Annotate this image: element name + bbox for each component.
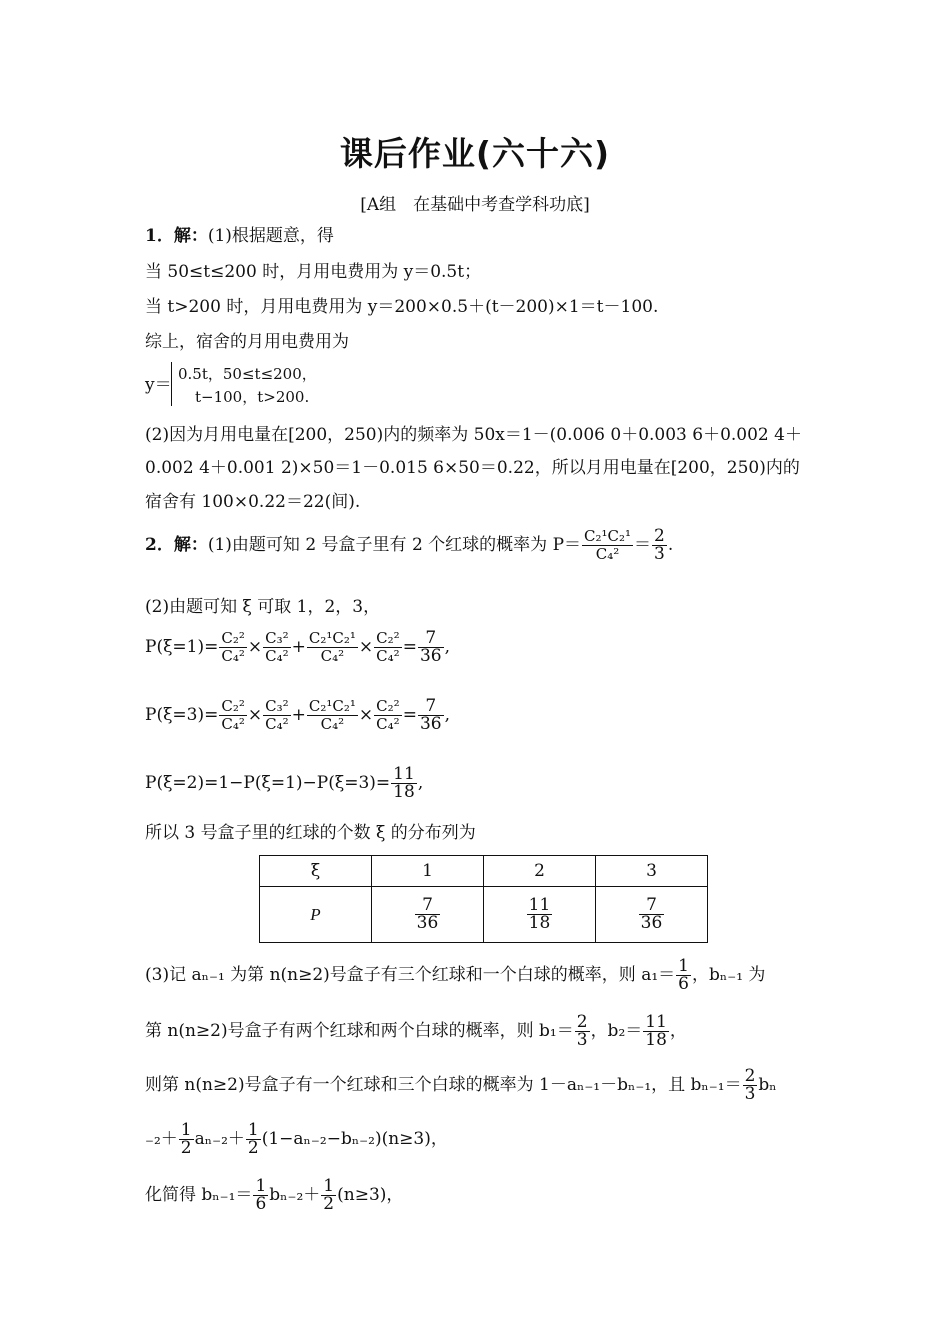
problem-2-line-1: 2．解：(1)由题可知 2 号盒子里有 2 个红球的概率为 P＝ $\frac{\text{C₂¹C₂¹}}{\text{C₄²}}$ ＝ $\frac{2}{3}$ .	[145, 526, 674, 564]
table-cell: $\frac{7}{36}$	[372, 887, 484, 943]
section-subtitle: [A组 在基础中考查学科功底]	[360, 195, 590, 215]
piecewise-y-label: y＝	[145, 375, 172, 395]
distribution-intro: 所以 3 号盒子里的红球的个数 ξ 的分布列为	[145, 823, 476, 843]
table-header-cell: ξ	[260, 856, 372, 887]
table-header-row	[260, 856, 708, 887]
piecewise-case-2: t−100，t>200.	[195, 388, 310, 406]
prob-xi-2: P(ξ=2)=1−P(ξ=1)−P(ξ=3)= $\frac{11}{18}$ ,	[145, 764, 424, 802]
part-3-line-4: ₋₂＋ $\frac{1}{2}$ aₙ₋₂＋ $\frac{1}{2}$ (1−aₙ₋₂−bₙ₋₂)(n≥3)，	[145, 1120, 448, 1158]
table-header-cell: 3	[596, 856, 708, 887]
problem-1-line-1	[145, 224, 334, 248]
prob-xi-1: P(ξ=1)= $\frac{\text{C₂²}}{\text{C₄²}}$ × $\frac{\text{C₃²}}{\text{C₄²}}$ + $\frac{\text{C₂¹C₂¹}}{\text{C₄²}}$ × $\frac{\text{C₂²}}{\text{C₄²}}$ = $\frac{7}{36}$ ,	[145, 628, 450, 666]
distribution-table	[259, 855, 708, 943]
prob-xi-3: P(ξ=3)= $\frac{\text{C₂²}}{\text{C₄²}}$ × $\frac{\text{C₃²}}{\text{C₄²}}$ + $\frac{\text{C₂¹C₂¹}}{\text{C₄²}}$ × $\frac{\text{C₂²}}{\text{C₄²}}$ = $\frac{7}{36}$ ,	[145, 696, 450, 734]
problem-1-solution-label: 解：	[173, 226, 208, 246]
part-3-line-2: 第 n(n≥2)号盒子有两个红球和两个白球的概率，则 b₁＝ $\frac{2}{3}$ ，b₂＝ $\frac{11}{18}$ ，	[145, 1012, 687, 1050]
problem-1-line-4: 综上，宿舍的月用电费用为	[145, 332, 349, 352]
table-row-label: P	[260, 887, 372, 943]
problem-1-line-7: 宿舍有 100×0.22＝22(间).	[145, 492, 361, 512]
problem-2-number: 2．	[145, 535, 174, 555]
problem-2-text: (1)由题可知 2 号盒子里有 2 个红球的概率为 P＝	[207, 535, 582, 555]
piecewise-case-1: 0.5t，50≤t≤200，	[178, 365, 317, 383]
fraction-c-over-c: $\frac{\text{C₂¹C₂¹}}{\text{C₄²}}$	[584, 527, 632, 563]
part-3-line-3: 则第 n(n≥2)号盒子有一个红球和三个白球的概率为 1－aₙ₋₁－bₙ₋₁，且 bₙ₋₁＝ $\frac{2}{3}$ bₙ	[145, 1066, 777, 1104]
table-cell: $\frac{11}{18}$	[484, 887, 596, 943]
part-3-line-1: (3)记 aₙ₋₁ 为第 n(n≥2)号盒子有三个红球和一个白球的概率，则 a₁＝ $\frac{1}{6}$ ，bₙ₋₁ 为	[145, 956, 766, 994]
problem-1-text: (1)根据题意，得	[207, 226, 334, 246]
fraction-two-thirds: $\frac{2}{3}$	[654, 526, 665, 564]
page-title: 课后作业(六十六)	[339, 134, 611, 173]
problem-1-line-5: (2)因为月用电量在[200，250)内的频率为 50x＝1－(0.006 0＋0.003 6＋0.002 4＋	[145, 425, 802, 445]
table-header-cell: 1	[372, 856, 484, 887]
problem-2-solution-label: 解：	[173, 535, 208, 555]
problem-1-line-2: 当 50≤t≤200 时，月用电费用为 y＝0.5t；	[145, 262, 482, 282]
table-cell: $\frac{7}{36}$	[596, 887, 708, 943]
table-header-cell: 2	[484, 856, 596, 887]
part-3-line-5: 化简得 bₙ₋₁＝ $\frac{1}{6}$ bₙ₋₂＋ $\frac{1}{2}$ (n≥3)，	[145, 1176, 404, 1214]
problem-1-line-6: 0.002 4＋0.001 2)×50＝1－0.015 6×50＝0.22，所以月用电量在[200，250)内的	[145, 458, 800, 478]
problem-2-line-2: (2)由题可知 ξ 可取 1，2，3，	[145, 597, 381, 617]
table-row	[260, 887, 708, 943]
problem-1-line-3: 当 t>200 时，月用电费用为 y＝200×0.5＋(t－200)×1＝t－100.	[145, 297, 659, 317]
problem-1-number: 1．	[145, 226, 174, 246]
